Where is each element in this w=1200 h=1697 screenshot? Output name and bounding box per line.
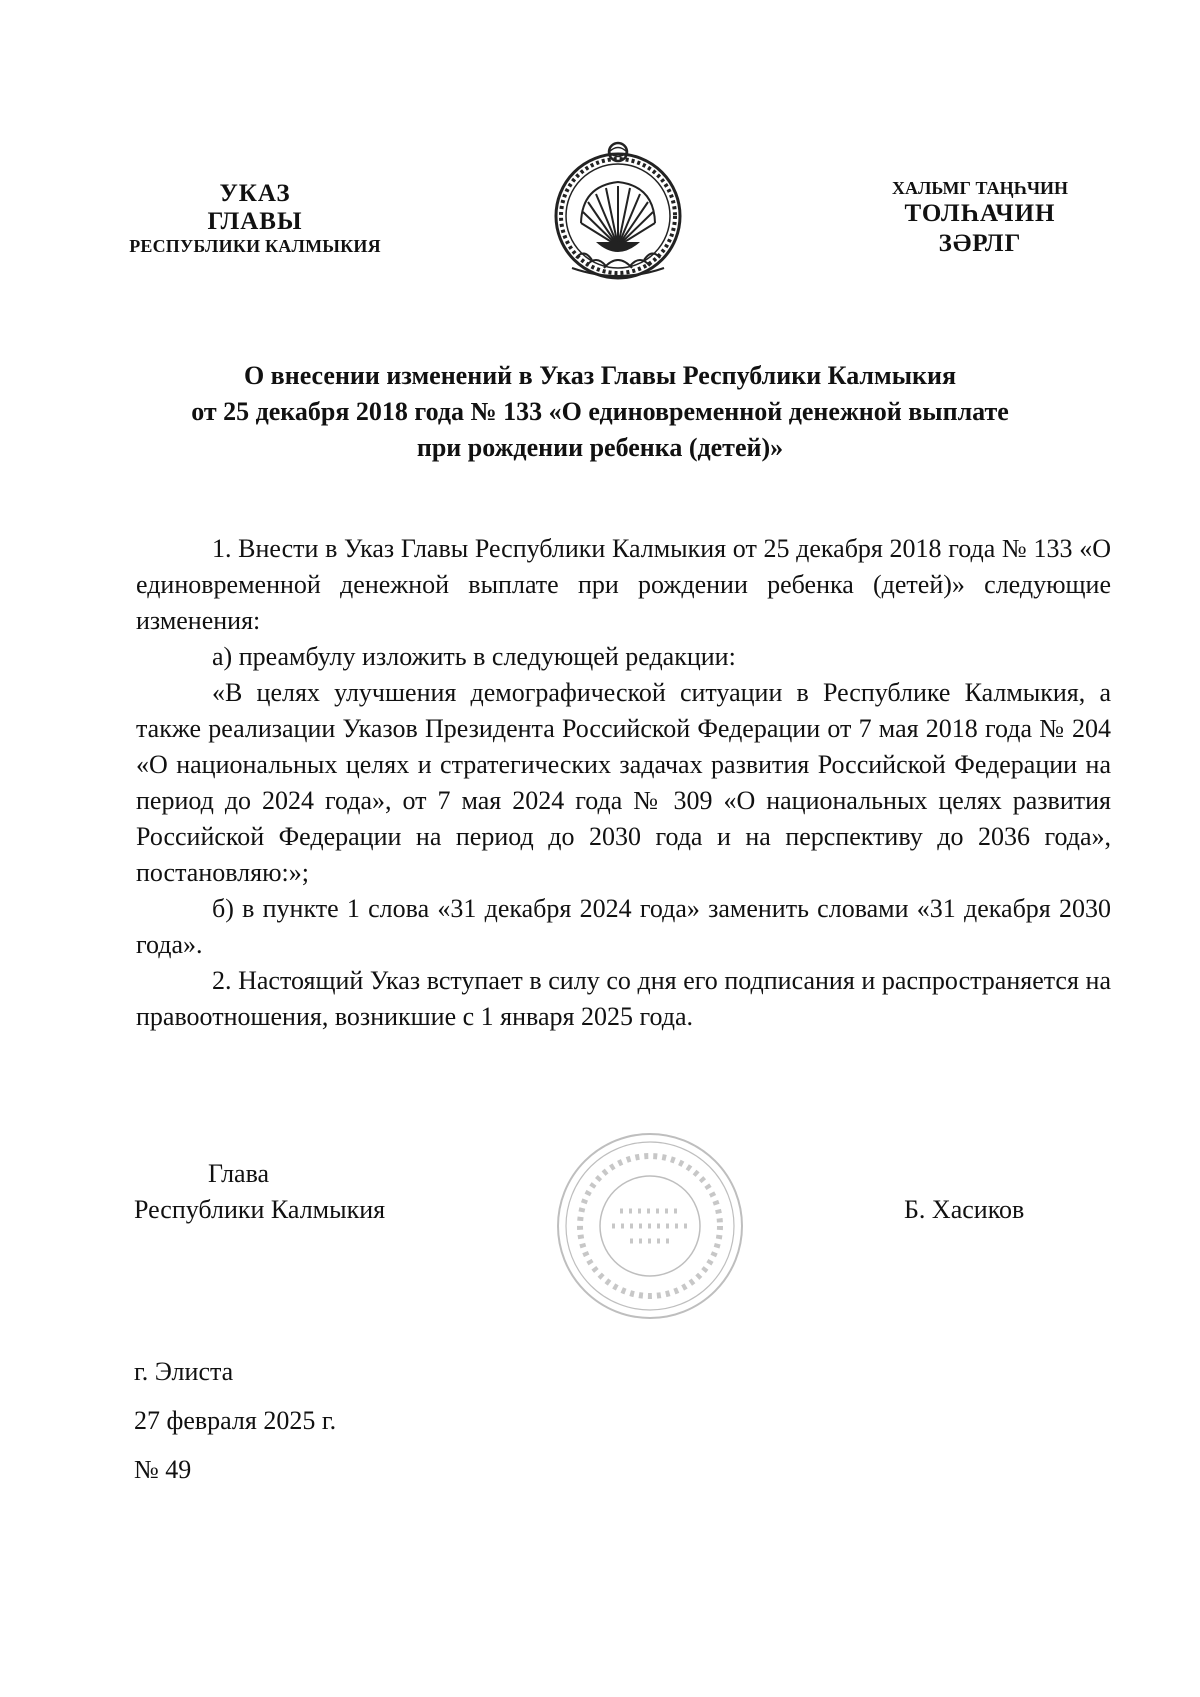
signatory-name: Б. Хасиков [904, 1195, 1025, 1224]
signing-place: г. Элиста [134, 1357, 234, 1386]
header-left-block [100, 180, 410, 256]
decree-number: № 49 [134, 1455, 192, 1484]
header-left-line3: РЕСПУБЛИКИ КАЛМЫКИЯ [129, 236, 381, 256]
header-right-block [860, 178, 1100, 258]
position-line1: Глава [208, 1159, 270, 1188]
title-line1: О внесении изменений в Указ Главы Республики Калмыкия [243, 361, 957, 390]
body-paragraph-5: 2. Настоящий Указ вступает в силу со дня его подписания и распространяется на правоотношения, возникшие с 1 января 2025 года. [136, 966, 1111, 1031]
document-body [136, 531, 1111, 1035]
header-right-line1: ХАЛЬМГ ТАҢҺЧИН [891, 178, 1069, 198]
coat-of-arms-icon [546, 138, 690, 286]
title-line3: при рождении ребенка (детей)» [416, 433, 784, 462]
document-title [140, 358, 1060, 466]
signing-date: 27 февраля 2025 г. [134, 1406, 337, 1435]
body-paragraph-2: а) преамбулу изложить в следующей редакции: [212, 642, 736, 671]
body-paragraph-1: 1. Внести в Указ Главы Республики Калмыкия от 25 декабря 2018 года № 133 «О единовременной денежной выплате при рождении ребенка (детей)» следующие изменения: [136, 534, 1111, 635]
header-right-line2: ТОЛҺАЧИН [904, 200, 1056, 228]
position-line2: Республики Калмыкия [134, 1195, 386, 1224]
body-paragraph-3: «В целях улучшения демографической ситуации в Республике Калмыкия, а также реализации Указов Президента Российской Федерации от 7 мая 2018 года № 204 «О национальных целях и стратегических задачах развития Российской Федерации на период до 2024 года», от 7 мая 2024 года № 309 «О национальных целях развития Российской Федерации на период до 2030 года и на перспективу до 2036 года», постановляю:»; [136, 678, 1111, 887]
header-right-line3: ЗӘРЛГ [938, 229, 1022, 257]
body-paragraph-4: б) в пункте 1 слова «31 декабря 2024 года» заменить словами «31 декабря 2030 года». [136, 894, 1111, 959]
round-seal-stamp-icon [550, 1126, 750, 1326]
header-left-line2: ГЛАВЫ [207, 208, 303, 235]
title-line2: от 25 декабря 2018 года № 133 «О единовременной денежной выплате [191, 397, 1009, 426]
header-left-line1: УКАЗ [219, 180, 291, 207]
signatory-position [134, 1156, 385, 1228]
